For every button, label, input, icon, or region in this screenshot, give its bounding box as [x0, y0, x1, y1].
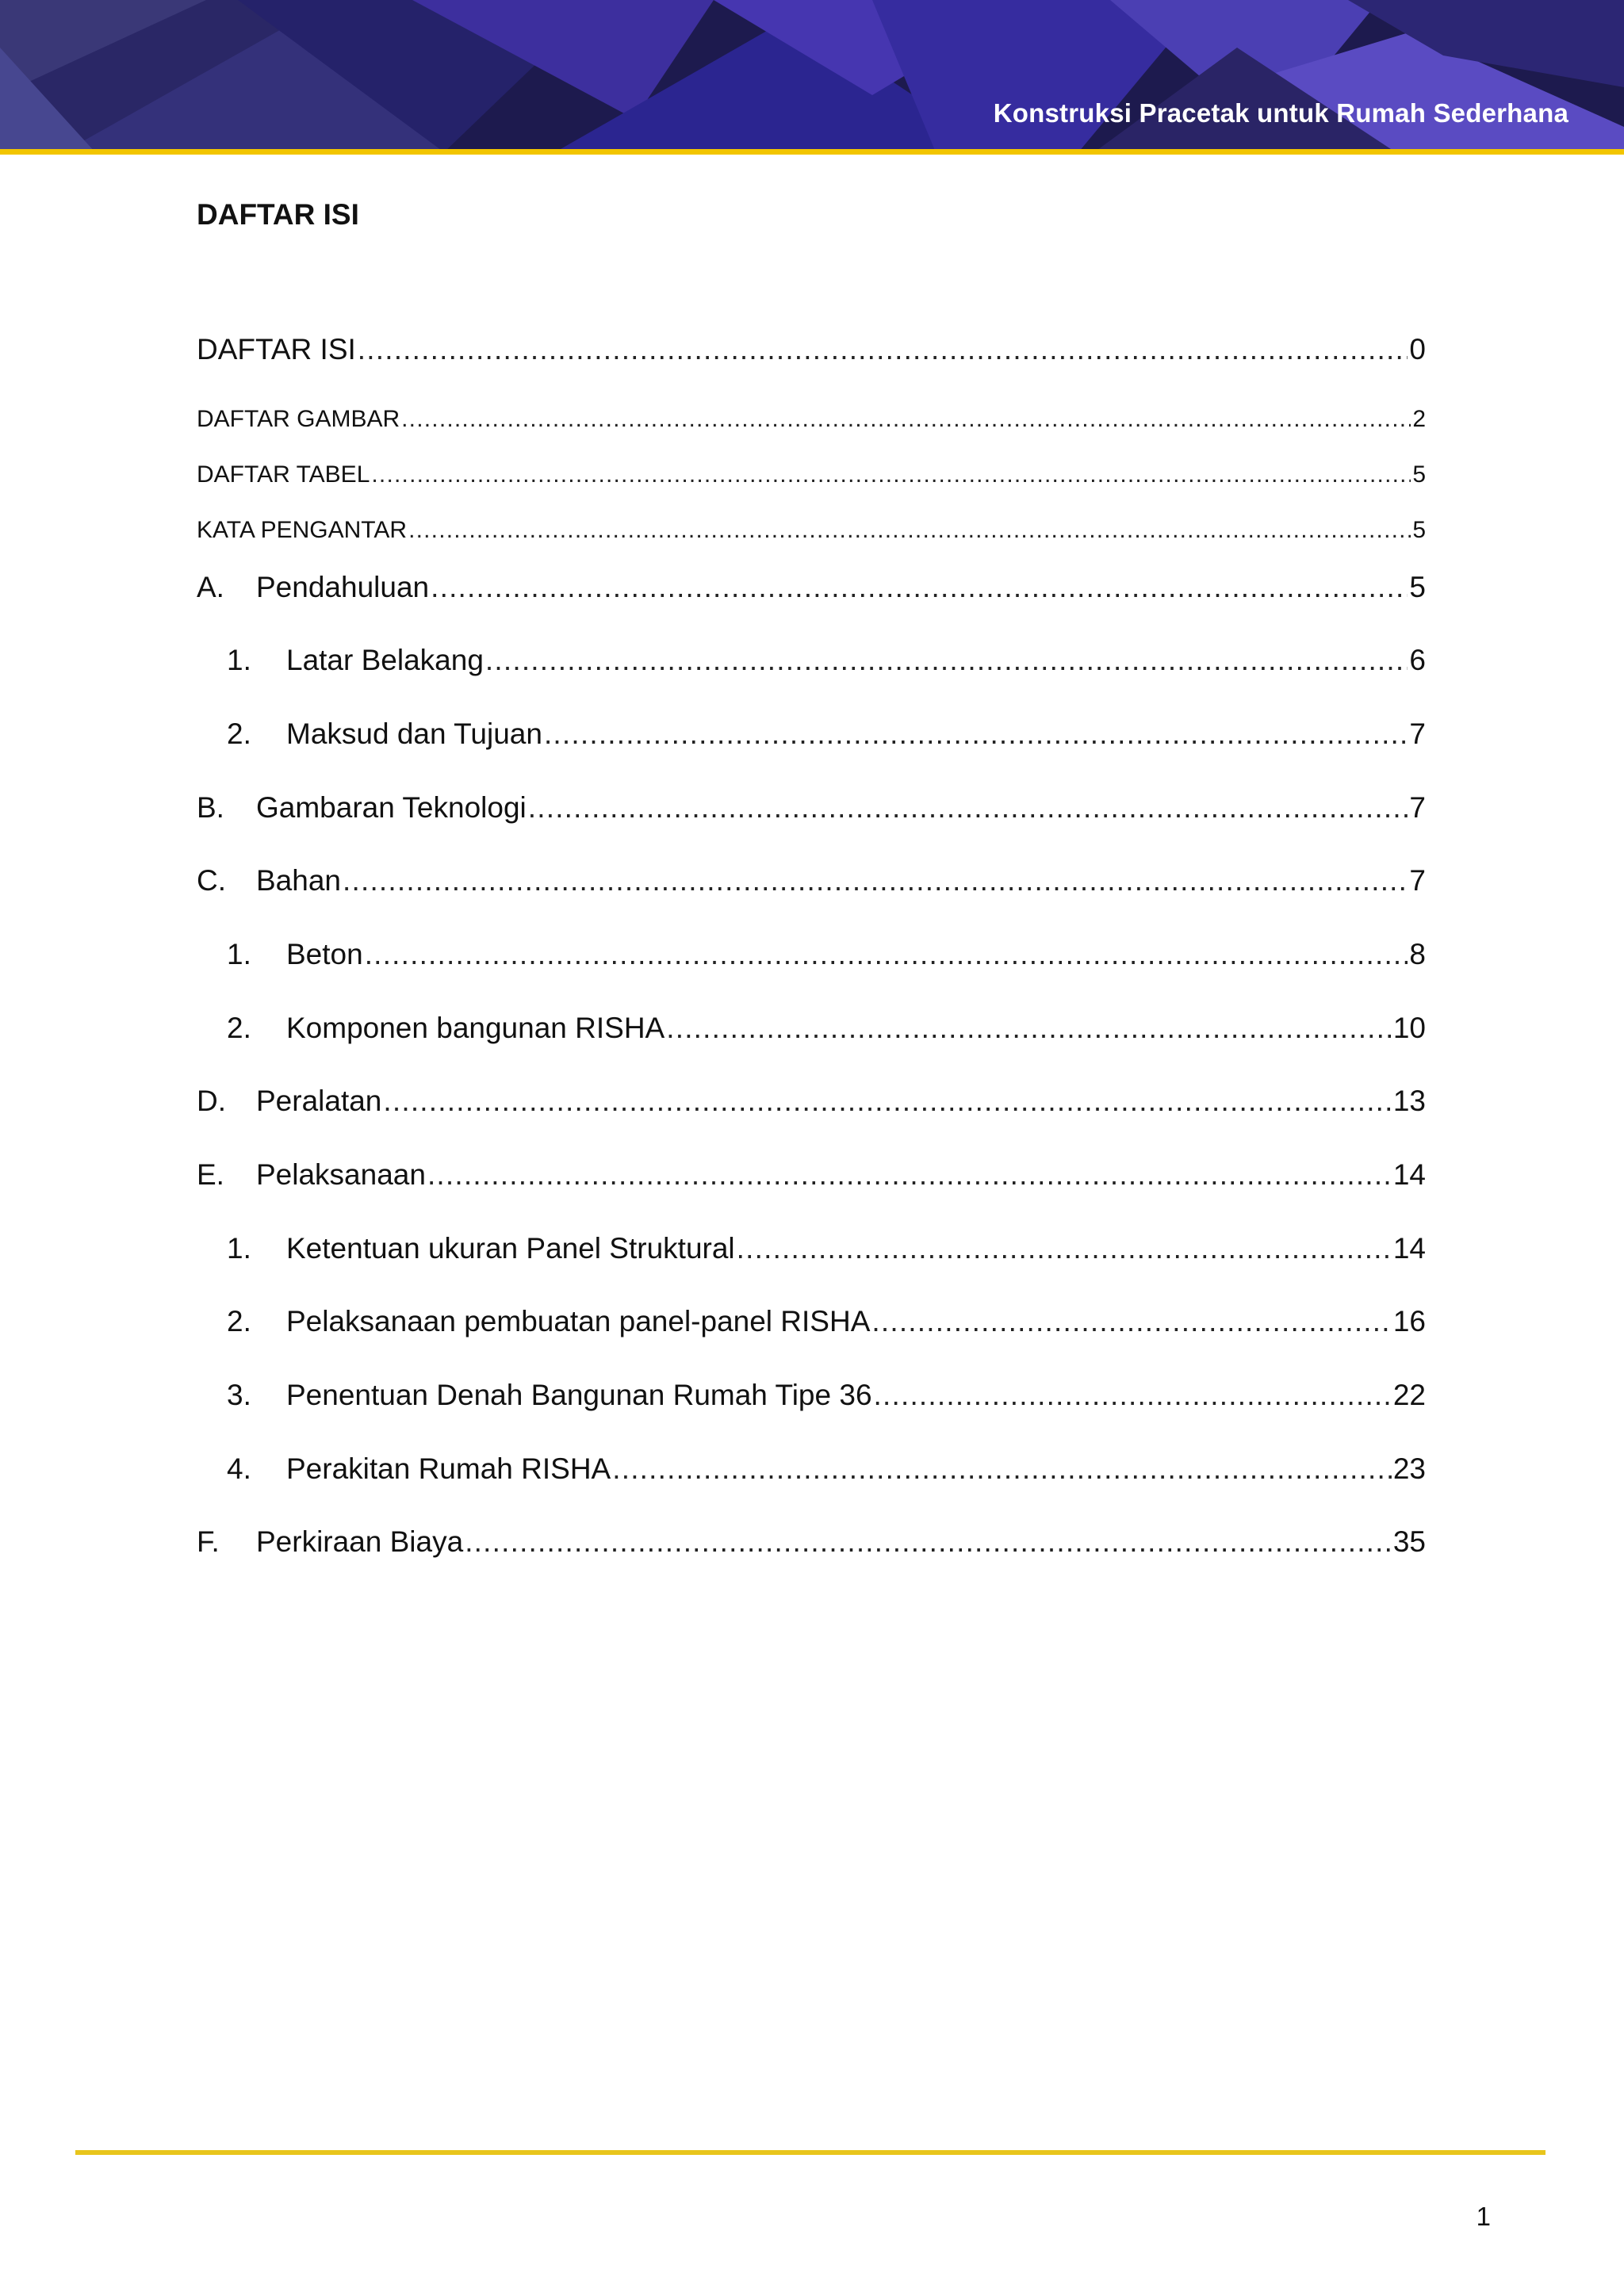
toc-dot-leader [871, 1305, 1391, 1338]
toc-entry-label: Latar Belakang [286, 644, 484, 676]
toc-entry-label: Pendahuluan [256, 571, 430, 603]
toc-entry-number: 1. [227, 1232, 251, 1265]
toc-dot-leader [544, 718, 1408, 751]
toc-dot-leader [612, 1452, 1392, 1486]
toc-entry-page: 10 [1392, 1012, 1426, 1044]
toc-entry[interactable] [197, 864, 1426, 897]
toc-entry[interactable] [227, 1305, 1426, 1338]
toc-dot-leader [465, 1525, 1392, 1559]
document-running-title: Konstruksi Pracetak untuk Rumah Sederhana [993, 98, 1568, 128]
header-banner [0, 0, 1624, 152]
toc-entry[interactable] [197, 406, 1426, 433]
toc-dot-leader [343, 864, 1408, 897]
toc-entry[interactable] [197, 333, 1426, 366]
toc-entry-page: 14 [1392, 1232, 1426, 1265]
toc-entry-number: 2. [227, 718, 251, 750]
toc-entry[interactable] [227, 938, 1426, 971]
toc-dot-leader [358, 333, 1408, 366]
toc-entry[interactable] [197, 791, 1426, 825]
toc-entry-page: 23 [1392, 1452, 1426, 1485]
toc-entry-label: Perkiraan Biaya [256, 1525, 464, 1558]
toc-entry-page: 14 [1392, 1158, 1426, 1191]
toc-entry[interactable] [227, 718, 1426, 751]
toc-dot-leader [365, 938, 1408, 971]
toc-dot-leader [408, 517, 1411, 544]
toc-entry-page: 2 [1412, 406, 1426, 432]
toc-entry[interactable] [197, 1085, 1426, 1118]
toc-entry[interactable] [227, 1379, 1426, 1412]
toc-entry-number: 2. [227, 1305, 251, 1337]
toc-entry-label: Penentuan Denah Bangunan Rumah Tipe 36 [286, 1379, 872, 1411]
toc-entry-page: 16 [1392, 1305, 1426, 1337]
banner-pattern [0, 0, 1624, 152]
toc-entry-page: 5 [1409, 571, 1426, 603]
toc-entry-page: 0 [1409, 333, 1426, 365]
page-heading: DAFTAR ISI [197, 198, 359, 231]
toc-entry-label: DAFTAR ISI [197, 333, 356, 365]
header-divider [0, 149, 1624, 155]
toc-entry-label: Pelaksanaan [256, 1158, 426, 1191]
toc-entry-label: Peralatan [256, 1085, 382, 1117]
toc-entry-label: DAFTAR TABEL [197, 461, 370, 488]
toc-entry-label: Pelaksanaan pembuatan panel-panel RISHA [286, 1305, 871, 1337]
toc-entry-page: 7 [1409, 864, 1426, 897]
toc-entry-page: 6 [1409, 644, 1426, 676]
toc-entry-label: Gambaran Teknologi [256, 791, 527, 824]
toc-entry[interactable] [197, 461, 1426, 488]
toc-entry-number: B. [197, 791, 224, 824]
toc-entry-label: Beton [286, 938, 363, 970]
toc-entry-label: Ketentuan ukuran Panel Struktural [286, 1232, 735, 1265]
toc-entry[interactable] [197, 1525, 1426, 1559]
toc-dot-leader [528, 791, 1408, 825]
toc-dot-leader [371, 461, 1411, 488]
toc-entry-number: C. [197, 864, 226, 897]
toc-entry-label: Bahan [256, 864, 341, 897]
toc-dot-leader [737, 1232, 1392, 1265]
toc-entry[interactable] [197, 1158, 1426, 1192]
toc-entry-label: DAFTAR GAMBAR [197, 406, 400, 432]
toc-entry-page: 7 [1409, 718, 1426, 750]
toc-entry-page: 13 [1392, 1085, 1426, 1117]
toc-entry-number: 1. [227, 938, 251, 970]
toc-entry[interactable] [197, 517, 1426, 544]
toc-dot-leader [431, 571, 1408, 604]
page-number: 1 [1476, 2202, 1491, 2231]
toc-entry-label: Maksud dan Tujuan [286, 718, 542, 750]
toc-entry[interactable] [197, 571, 1426, 604]
toc-dot-leader [874, 1379, 1392, 1412]
toc-entry-page: 35 [1392, 1525, 1426, 1558]
toc-entry-page: 7 [1409, 791, 1426, 824]
toc-dot-leader [401, 406, 1411, 433]
toc-entry-number: A. [197, 571, 224, 603]
toc-entry[interactable] [227, 644, 1426, 677]
toc-entry-number: 1. [227, 644, 251, 676]
toc-entry-label: KATA PENGANTAR [197, 517, 408, 543]
toc-entry-number: D. [197, 1085, 226, 1117]
toc-entry-page: 8 [1409, 938, 1426, 970]
toc-entry[interactable] [227, 1232, 1426, 1265]
toc-dot-leader [485, 644, 1408, 677]
toc-dot-leader [427, 1158, 1392, 1192]
toc-entry-number: 3. [227, 1379, 251, 1411]
toc-entry-number: 4. [227, 1452, 251, 1485]
toc-dot-leader [383, 1085, 1391, 1118]
toc-entry-page: 22 [1392, 1379, 1426, 1411]
toc-entry-number: E. [197, 1158, 224, 1191]
toc-entry[interactable] [227, 1012, 1426, 1045]
toc-entry-label: Komponen bangunan RISHA [286, 1012, 665, 1044]
toc-entry[interactable] [227, 1452, 1426, 1486]
toc-entry-number: F. [197, 1525, 220, 1558]
toc-entry-page: 5 [1412, 461, 1426, 488]
footer-divider [75, 2150, 1545, 2155]
toc-entry-number: 2. [227, 1012, 251, 1044]
toc-dot-leader [666, 1012, 1392, 1045]
toc-entry-page: 5 [1412, 517, 1426, 543]
toc-entry-label: Perakitan Rumah RISHA [286, 1452, 611, 1485]
